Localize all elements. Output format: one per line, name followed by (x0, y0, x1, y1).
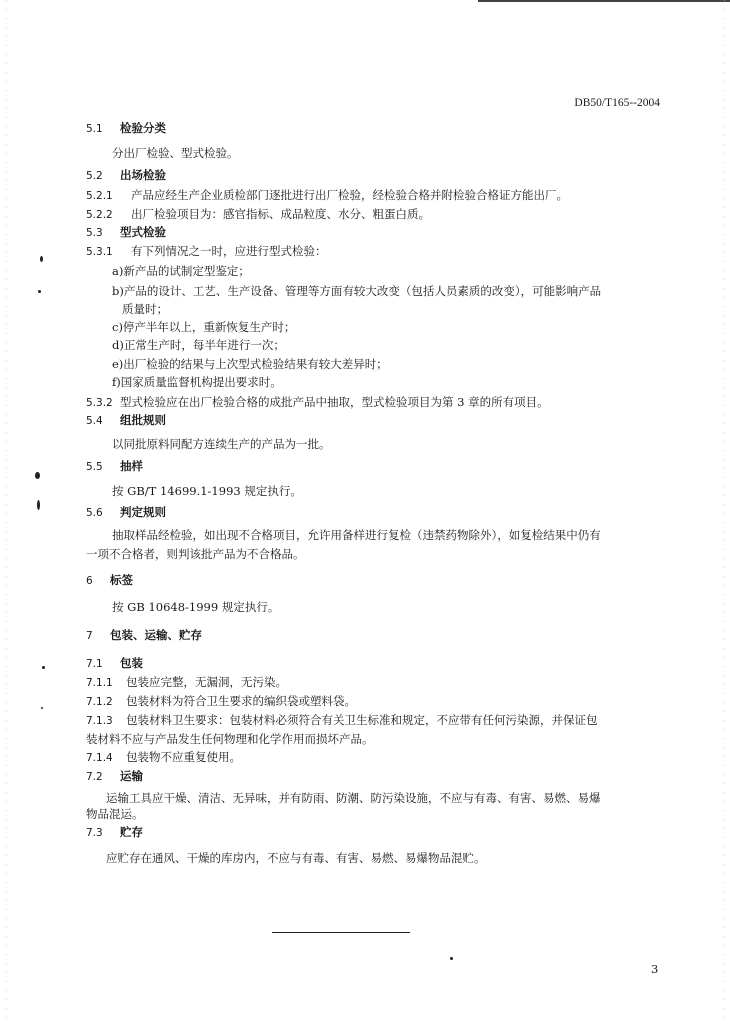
clause-number: 7.1.4 (86, 752, 113, 764)
list-item: f)国家质量监督机构提出要求时。 (112, 375, 282, 389)
section-number: 6 (86, 575, 93, 587)
section-5-1-heading (86, 121, 166, 137)
clause-text: 型式检验应在出厂检验合格的成批产品中抽取，型式检验项目为第 3 章的所有项目。 (120, 395, 549, 409)
section-title: 抽样 (120, 459, 143, 473)
section-5-3-heading (86, 225, 166, 241)
clause-5-2-2 (86, 207, 430, 223)
list-item: e)出厂检验的结果与上次型式检验结果有较大差异时； (112, 357, 388, 371)
section-number: 5.4 (86, 415, 103, 427)
list-item: c)停产半年以上，重新恢复生产时； (112, 320, 296, 334)
scan-speck (40, 256, 43, 262)
section-title: 贮存 (120, 825, 143, 839)
section-5-6-heading (86, 505, 166, 521)
paragraph: 运输工具应干燥、清洁、无异味，并有防雨、防潮、防污染设施，不应与有毒、有害、易燃、易爆 (106, 791, 601, 805)
section-title: 检验分类 (120, 121, 166, 135)
clause-7-1-1 (86, 675, 287, 691)
section-number: 5.5 (86, 461, 103, 473)
scan-speck (42, 666, 45, 669)
section-title: 型式检验 (120, 225, 166, 239)
clause-text: 产品应经生产企业质检部门逐批进行出厂检验，经检验合格并附检验合格证方能出厂。 (131, 188, 568, 202)
clause-7-1-2 (86, 694, 356, 710)
section-number: 5.3 (86, 227, 103, 239)
paragraph-continuation: 一项不合格者，则判该批产品为不合格品。 (86, 547, 305, 561)
clause-number: 5.3.2 (86, 397, 113, 409)
section-7-2-heading (86, 769, 143, 785)
clause-text: 包装材料为符合卫生要求的编织袋或塑料袋。 (126, 694, 356, 708)
section-number: 5.1 (86, 123, 103, 135)
section-7-1-heading (86, 656, 143, 672)
clause-text: 有下列情况之一时，应进行型式检验： (131, 244, 327, 258)
standard-code-header: DB50/T165--2004 (574, 97, 660, 109)
list-item: b)产品的设计、工艺、生产设备、管理等方面有较大改变（包括人员素质的改变），可能影响产品 (112, 284, 602, 298)
section-title: 包装 (120, 656, 143, 670)
clause-7-1-3 (86, 713, 598, 729)
clause-number: 5.2.1 (86, 190, 113, 202)
paragraph-continuation: 物品混运。 (86, 807, 144, 821)
paragraph: 应贮存在通风、干燥的库房内，不应与有毒、有害、易燃、易爆物品混贮。 (106, 851, 486, 865)
section-number: 7.3 (86, 827, 103, 839)
clause-5-3-2 (86, 395, 549, 411)
list-item: a)新产品的试制定型鉴定； (112, 264, 250, 278)
list-item: d)正常生产时，每半年进行一次； (112, 338, 285, 352)
section-title: 组批规则 (120, 413, 166, 427)
section-title: 判定规则 (120, 505, 166, 519)
paragraph: 抽取样品经检验，如出现不合格项目，允许用备样进行复检（违禁药物除外），如复检结果中仍有 (112, 528, 601, 542)
scan-speck (35, 472, 40, 479)
clause-number: 5.2.2 (86, 209, 113, 221)
section-title: 包装、运输、贮存 (110, 628, 202, 642)
section-number: 7.2 (86, 771, 103, 783)
section-number: 7 (86, 630, 93, 642)
list-item-continuation: 质量时； (122, 302, 168, 316)
clause-5-3-1 (86, 244, 327, 260)
section-title: 标签 (110, 573, 133, 587)
paragraph: 以同批原料同配方连续生产的产品为一批。 (112, 437, 331, 451)
clause-text: 包装材料卫生要求：包装材料必须符合有关卫生标准和规定，不应带有任何污染源，并保证包 (126, 713, 598, 727)
clause-number: 7.1.1 (86, 677, 113, 689)
section-7-3-heading (86, 825, 143, 841)
clause-text: 出厂检验项目为：感官指标、成品粒度、水分、粗蛋白质。 (131, 207, 430, 221)
end-rule (272, 932, 410, 933)
paragraph-continuation: 装材料不应与产品发生任何物理和化学作用而损坏产品。 (86, 732, 374, 746)
clause-number: 7.1.2 (86, 696, 113, 708)
section-7-heading (86, 628, 202, 644)
paragraph: 按 GB/T 14699.1-1993 规定执行。 (112, 484, 302, 498)
scan-right-edge-noise (724, 0, 725, 1024)
clause-text: 包装应完整，无漏洞，无污染。 (126, 675, 287, 689)
section-title: 运输 (120, 769, 143, 783)
paragraph: 分出厂检验、型式检验。 (112, 146, 239, 160)
clause-text: 包装物不应重复使用。 (126, 750, 241, 764)
clause-number: 5.3.1 (86, 246, 113, 258)
page-number: 3 (651, 962, 659, 976)
scan-speck (38, 290, 41, 293)
section-number: 5.2 (86, 170, 103, 182)
section-6-heading (86, 573, 133, 589)
section-5-2-heading (86, 168, 166, 184)
scan-top-edge (478, 0, 730, 2)
paragraph: 按 GB 10648-1999 规定执行。 (112, 600, 280, 614)
clause-number: 7.1.3 (86, 715, 113, 727)
clause-7-1-4 (86, 750, 241, 766)
section-5-5-heading (86, 459, 143, 475)
clause-5-2-1 (86, 188, 568, 204)
section-number: 5.6 (86, 507, 103, 519)
section-5-4-heading (86, 413, 166, 429)
scan-speck (450, 957, 453, 960)
scan-left-edge-noise (6, 0, 7, 1024)
scan-speck (41, 707, 43, 709)
section-title: 出场检验 (120, 168, 166, 182)
section-number: 7.1 (86, 658, 103, 670)
scan-speck (37, 500, 40, 510)
